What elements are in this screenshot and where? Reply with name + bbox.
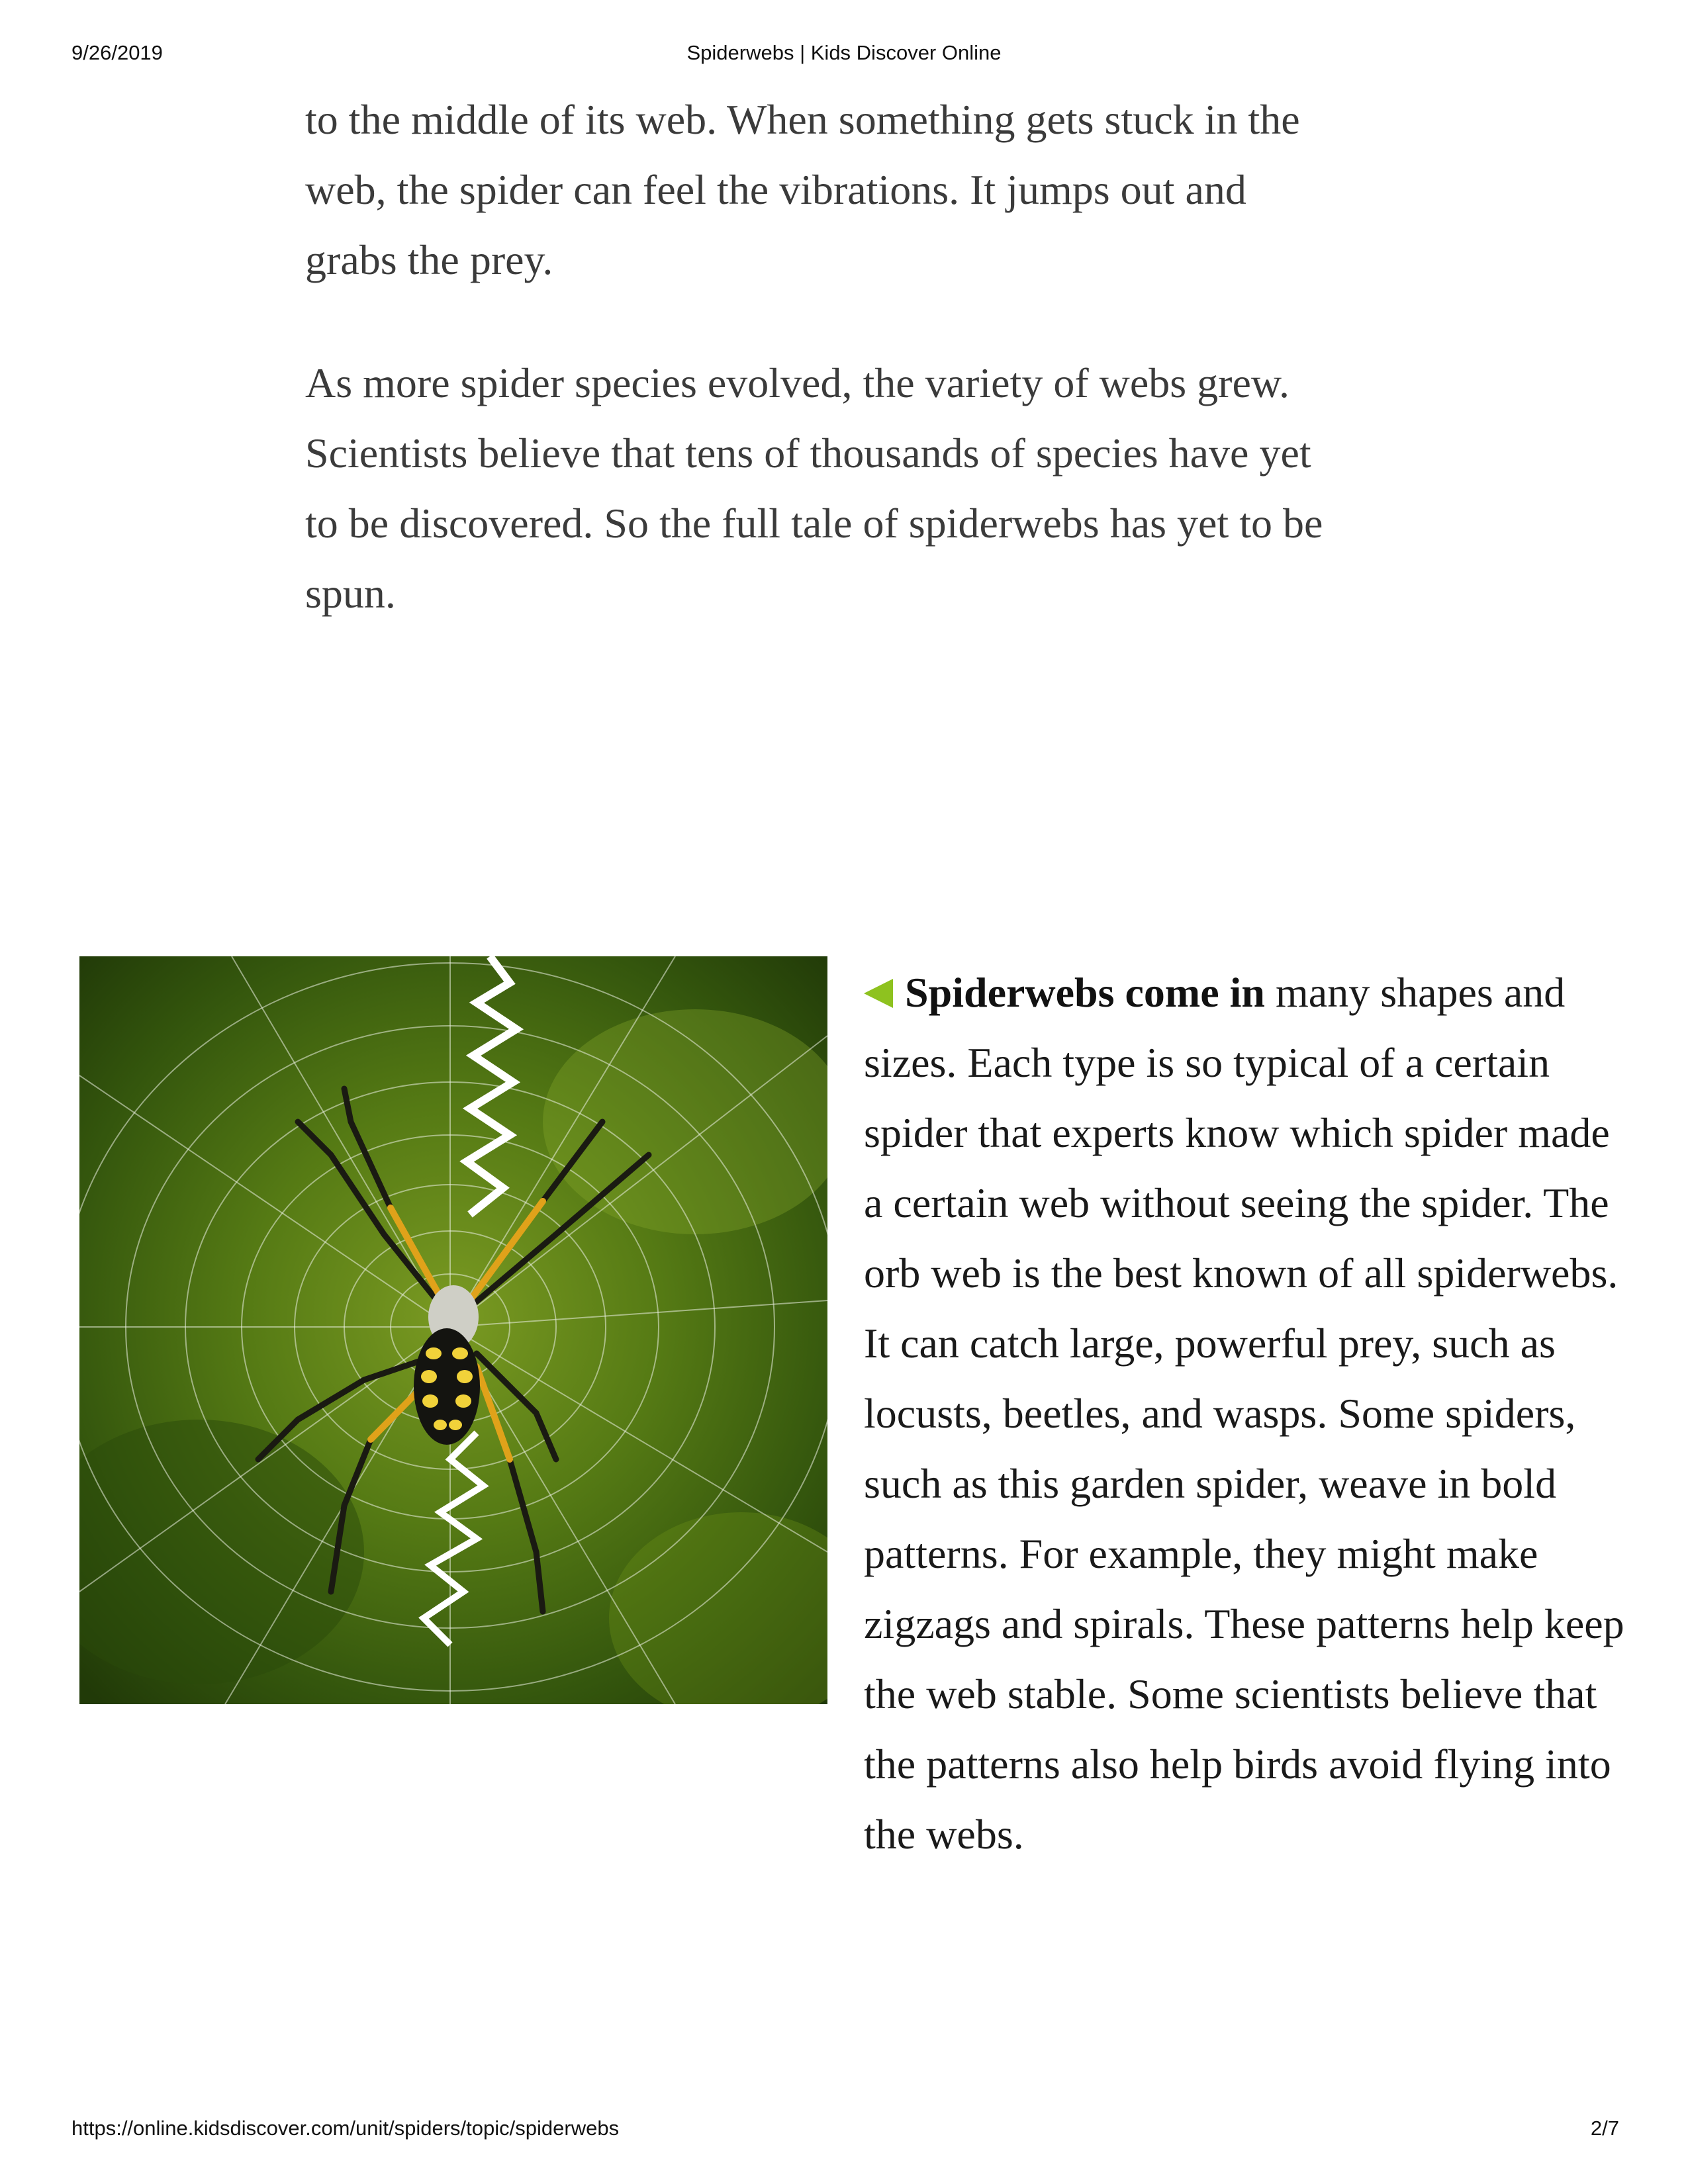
article-body — [305, 85, 1338, 629]
print-date: 9/26/2019 — [71, 41, 163, 64]
left-triangle-arrow-icon — [864, 979, 893, 1008]
print-footer — [0, 2116, 1688, 2143]
print-header — [0, 41, 1688, 68]
caption-paragraph — [864, 958, 1625, 1870]
garden-spider-photo — [79, 956, 827, 1704]
article-paragraph: to the middle of its web. When something gets stuck in the web, the spider can feel the vibrations. It jumps out and grabs the prey. — [305, 96, 1300, 283]
caption-body: many shapes and sizes. Each type is so typical of a certain spider that experts know which spider made a certain web without seeing the spider. The orb web is the best known of all spiderwebs. It can catch large, powerful prey, such as locusts, beetles, and wasps. Some spiders, such as this garden spider, weave in bold patterns. For example, they might make zigzags and spirals. These patterns help keep the web stable. Some scientists believe that the patterns also help birds avoid flying into the webs. — [864, 969, 1624, 1858]
caption-lead: Spiderwebs come in — [905, 969, 1265, 1016]
print-page-title: Spiderwebs | Kids Discover Online — [686, 41, 1002, 64]
article-paragraph: As more spider species evolved, the variety of webs grew. Scientists believe that tens of thousands of species have yet to be discovered. So the full tale of spiderwebs has yet to be spun. — [305, 359, 1323, 617]
figure-caption — [864, 958, 1625, 1870]
print-url: https://online.kidsdiscover.com/unit/spiders/topic/spiderwebs — [71, 2116, 620, 2140]
page-number: 2/7 — [1590, 2116, 1619, 2140]
